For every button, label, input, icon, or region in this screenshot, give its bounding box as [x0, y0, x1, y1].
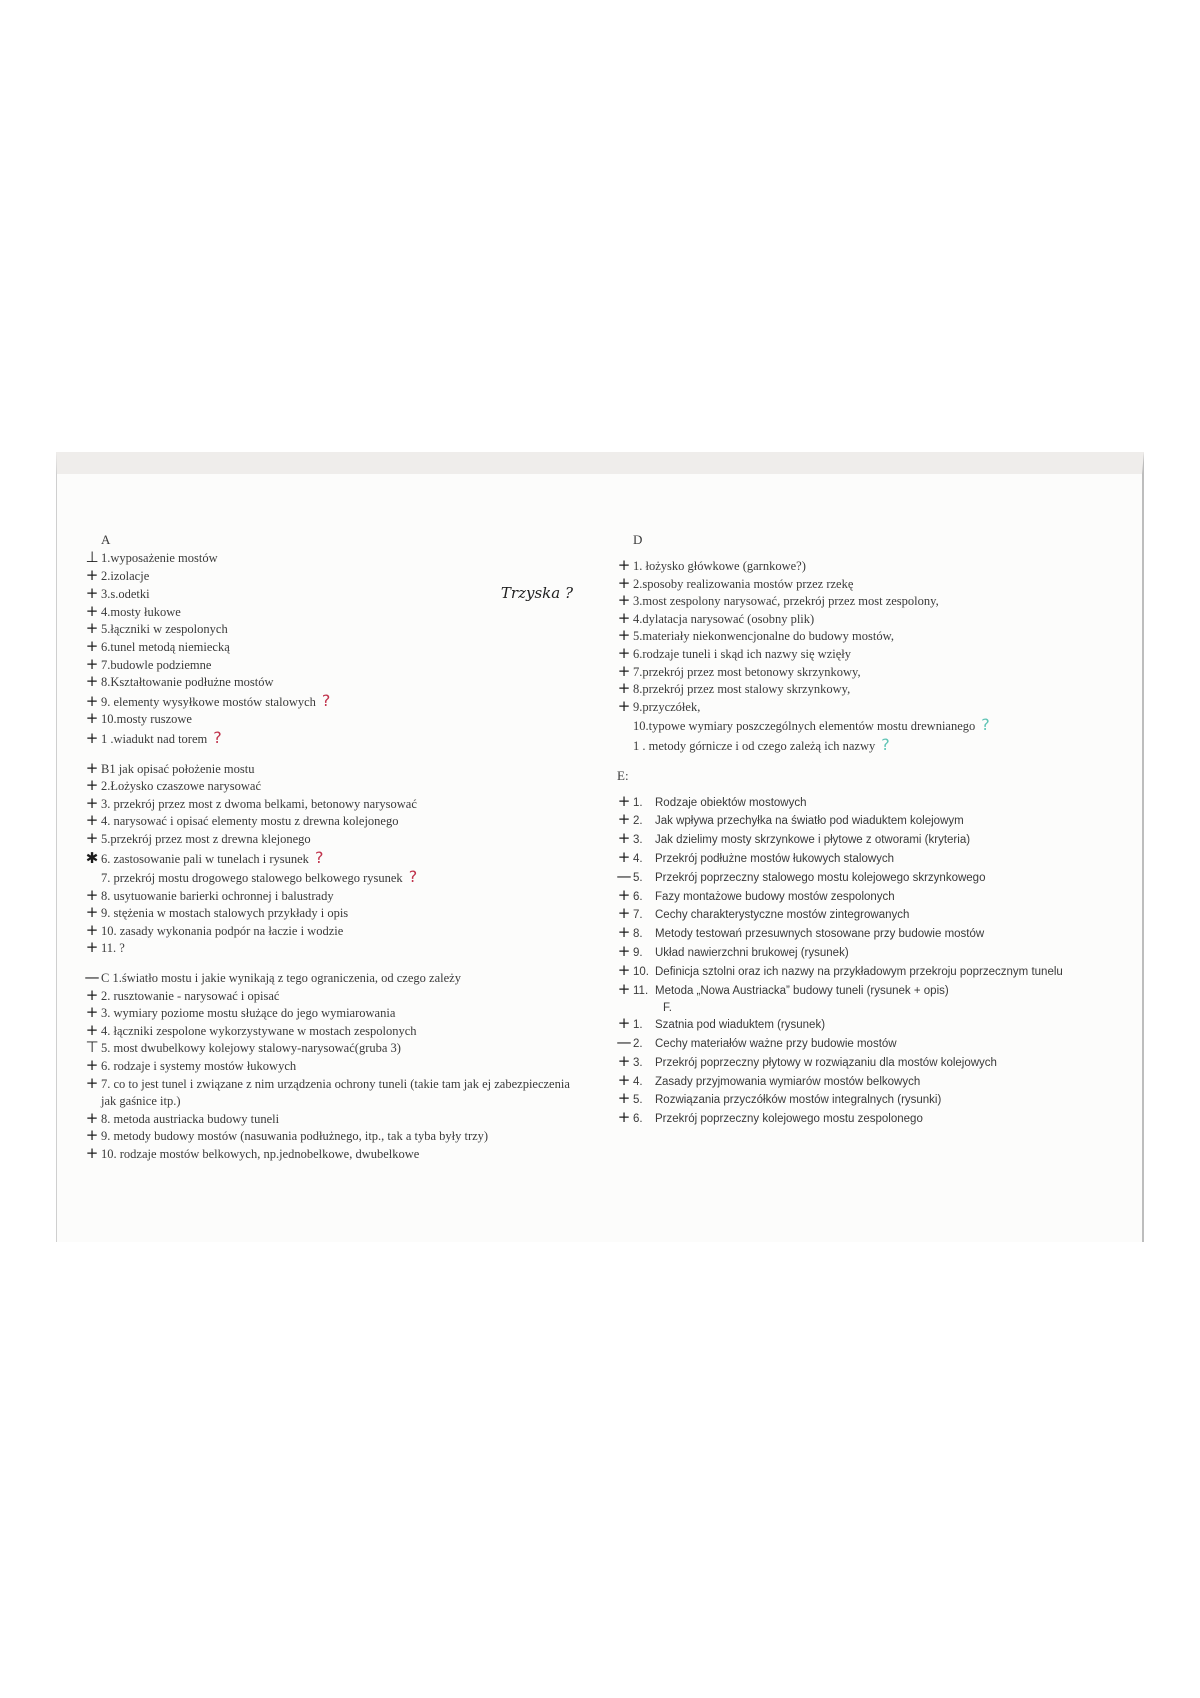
item-text: 10. zasady wykonania podpór na łaczie i wodzie — [101, 923, 344, 938]
item-number: 6. — [633, 1113, 643, 1126]
check-mark-icon: + — [617, 941, 631, 960]
check-mark-icon: + — [617, 885, 631, 904]
section-f-heading: F. — [663, 1002, 672, 1015]
list-item — [83, 729, 573, 749]
item-text: 5.przekrój przez most z drewna klejonego — [101, 831, 311, 846]
item-text: 9. elementy wysyłkowe mostów stalowych ? — [101, 690, 331, 710]
item-number: 3. — [633, 1056, 643, 1069]
check-mark-icon: + — [617, 626, 631, 645]
check-mark-icon: + — [85, 584, 99, 603]
item-text: 3. wymiary poziome mostu służące do jego wymiarowania — [101, 1006, 396, 1021]
item-text: 4. narysować i opisać elementy mostu z drewna kolejonego — [101, 814, 399, 829]
item-number: 5. — [633, 1094, 643, 1107]
item-text: 6. rodzaje i systemy mostów łukowych — [101, 1059, 297, 1074]
check-mark-icon: + — [617, 1108, 631, 1127]
list-item — [615, 661, 1115, 682]
item-text: 1.wyposażenie mostów — [101, 551, 218, 565]
list-item — [615, 628, 1115, 646]
list-item — [615, 736, 1115, 756]
list-item — [83, 905, 573, 923]
question-mark-annotation: ? — [314, 847, 324, 867]
item-text: 5.łączniki w zespolonych — [101, 622, 228, 637]
check-mark-icon: + — [85, 1056, 99, 1075]
check-mark-icon: + — [85, 565, 99, 584]
item-text: Zasady przyjmowania wymiarów mostów belkowych — [655, 1075, 921, 1088]
item-text: Jak dzielimy mosty skrzynkowe i płytowe z otworami (kryteria) — [655, 834, 971, 847]
right-column — [615, 532, 1115, 1129]
list-item — [83, 1040, 573, 1058]
item-text: 2.izolacje — [101, 568, 150, 583]
check-mark-icon: + — [85, 636, 99, 655]
item-text: Fazy montażowe budowy mostów zespolonych — [655, 890, 895, 903]
item-number: 9. — [633, 946, 643, 959]
item-text: 2. rusztowanie - narysować i opisać — [101, 988, 280, 1003]
list-item — [83, 868, 573, 888]
item-text: 7.przekrój przez most betonowy skrzynkowy, — [633, 664, 861, 679]
item-text: 7. co to jest tunel i związane z nim urządzenia ochrony tuneli (takie tam jak ej zabezpieczenia jak gaśnice itp.) — [101, 1076, 570, 1109]
item-number: 7. — [633, 909, 643, 922]
check-mark-icon: + — [85, 903, 99, 922]
check-mark-icon: ✱ — [85, 848, 99, 867]
list-item — [83, 550, 573, 568]
item-text: 8. metoda austriacka budowy tuneli — [101, 1111, 280, 1126]
check-mark-icon: + — [617, 1014, 631, 1033]
list-item — [83, 565, 573, 586]
check-mark-icon: + — [85, 811, 99, 830]
check-mark-icon: + — [85, 691, 99, 710]
list-item — [615, 1070, 1115, 1092]
item-text: 5. most dwubelkowy kolejowy stalowy-narysować(gruba 3) — [101, 1041, 401, 1056]
list-item — [615, 906, 1115, 925]
item-text: Przekrój poprzeczny kolejowego mostu zespolonego — [655, 1113, 923, 1126]
item-text: 8. usytuowanie barierki ochronnej i balustrady — [101, 888, 334, 903]
item-text: 2.sposoby realizowania mostów przez rzekę — [633, 576, 854, 591]
list-item — [83, 985, 573, 1006]
check-mark-icon: + — [85, 758, 99, 777]
list-item — [615, 1035, 1115, 1054]
item-text: 9. metody budowy mostów (nasuwania podłużnego, itp., tak a tyba były trzy) — [101, 1129, 489, 1144]
question-mark-annotation: ? — [321, 690, 331, 710]
list-item — [615, 593, 1115, 611]
list-item — [615, 925, 1115, 944]
item-text: Rodzaje obiektów mostowych — [655, 796, 807, 809]
list-item — [83, 813, 573, 831]
item-text: Szatnia pod wiaduktem (rysunek) — [655, 1019, 826, 1032]
list-item — [83, 1146, 573, 1164]
list-item — [615, 885, 1115, 907]
check-mark-icon: + — [85, 601, 99, 620]
question-mark-annotation: ? — [981, 715, 990, 735]
item-text: 3. przekrój przez most z dwoma belkami, betonowy narysować — [101, 796, 417, 811]
list-item — [83, 778, 573, 796]
list-item — [615, 573, 1115, 594]
list-item — [83, 1005, 573, 1023]
check-mark-icon: — — [616, 1033, 632, 1052]
check-mark-icon: + — [617, 679, 631, 698]
list-item — [615, 696, 1115, 717]
check-mark-icon: + — [85, 672, 99, 691]
question-mark-annotation: ? — [213, 727, 222, 747]
item-text: 10.mosty ruszowe — [101, 712, 192, 727]
item-text: 9.przyczółek, — [633, 699, 701, 714]
check-mark-icon: + — [617, 1070, 631, 1089]
check-mark-icon: + — [85, 885, 99, 904]
list-item — [615, 1110, 1115, 1129]
item-text: Przekrój poprzeczny stalowego mostu kolejowego skrzynkowego — [655, 871, 986, 884]
item-number: 8. — [633, 928, 643, 941]
section-a-heading: A — [101, 532, 111, 547]
list-item — [615, 1016, 1115, 1035]
list-item — [615, 847, 1115, 869]
check-mark-icon: + — [617, 556, 631, 574]
check-mark-icon: + — [85, 728, 99, 747]
check-mark-icon: ⊤ — [85, 1038, 99, 1057]
section-b-list — [83, 758, 573, 959]
item-text: Definicja sztolni oraz ich nazwy na przykładowym przekroju poprzecznym tunelu — [655, 965, 1063, 978]
check-mark-icon: + — [85, 1003, 99, 1022]
section-d-heading: D — [633, 532, 643, 547]
check-mark-icon: + — [85, 1126, 99, 1145]
check-mark-icon: + — [85, 654, 99, 673]
check-mark-icon: + — [85, 920, 99, 939]
list-item — [83, 1128, 573, 1146]
section-e-list — [615, 791, 1115, 1001]
check-mark-icon: + — [617, 960, 631, 979]
check-mark-icon: ⊥ — [85, 548, 99, 566]
item-text: 4.dylatacja narysować (osobny plik) — [633, 611, 815, 626]
list-item — [83, 1073, 573, 1111]
item-number: 4. — [633, 1075, 643, 1088]
item-number: 3. — [633, 834, 643, 847]
item-number: 6. — [633, 890, 643, 903]
scanned-sheet — [56, 452, 1144, 1242]
item-text: Metoda „Nowa Austriacka” budowy tuneli (rysunek + opis) — [655, 984, 949, 997]
check-mark-icon: + — [617, 923, 631, 942]
item-number: 2. — [633, 815, 643, 828]
section-f-list — [615, 1016, 1115, 1129]
check-mark-icon: + — [617, 810, 631, 829]
item-text: 6.tunel metodą niemiecką — [101, 639, 230, 654]
list-item — [83, 1058, 573, 1076]
list-item — [83, 828, 573, 849]
item-text: 11. ? — [101, 941, 125, 956]
section-a-list — [83, 550, 573, 749]
list-item — [615, 979, 1115, 1001]
item-text: Cechy charakterystyczne mostów zintegrowanych — [655, 909, 910, 922]
check-mark-icon: + — [617, 608, 631, 627]
item-number: 11. — [633, 984, 649, 997]
list-item — [615, 716, 1115, 736]
item-number: 1. — [633, 1019, 643, 1032]
check-mark-icon: + — [617, 791, 631, 810]
list-item — [615, 831, 1115, 850]
question-mark-annotation: ? — [408, 867, 418, 887]
item-text: 10. rodzaje mostów belkowych, np.jednobelkowe, dwubelkowe — [101, 1147, 420, 1161]
check-mark-icon: + — [85, 776, 99, 795]
list-item — [83, 940, 573, 958]
item-number: 2. — [633, 1038, 643, 1051]
list-item — [83, 885, 573, 906]
item-text: 1 . metody górnicze i od czego zależą ich nazwy ? — [633, 734, 890, 754]
section-d-list — [615, 558, 1115, 756]
item-text: 7. przekrój mostu drogowego stalowego belkowego rysunek ? — [101, 867, 418, 887]
question-mark-annotation: ? — [881, 734, 890, 754]
item-text: 7.budowle podziemne — [101, 657, 212, 672]
check-mark-icon: + — [85, 1073, 99, 1092]
check-mark-icon: + — [85, 985, 99, 1004]
list-item — [83, 1108, 573, 1129]
check-mark-icon: — — [616, 866, 632, 885]
item-text: 9. stężenia w mostach stalowych przykłady i opis — [101, 906, 349, 921]
item-text: 8.Kształtowanie podłużne mostów — [101, 675, 274, 690]
check-mark-icon: + — [617, 904, 631, 923]
list-item — [83, 636, 573, 657]
item-text: 3.s.odetki — [101, 587, 150, 602]
list-item — [615, 812, 1115, 831]
list-item — [615, 681, 1115, 699]
item-text: Jak wpływa przechyłka na światło pod wiaduktem kolejowym — [655, 815, 964, 828]
list-item — [83, 674, 573, 692]
item-text: 8.przekrój przez most stalowy skrzynkowy, — [633, 682, 851, 697]
list-item — [83, 970, 573, 988]
section-c-list — [83, 970, 573, 1164]
item-text: Cechy materiałów ważne przy budowie mostów — [655, 1038, 897, 1051]
check-mark-icon: + — [85, 1108, 99, 1127]
check-mark-icon: + — [85, 709, 99, 728]
item-text: B1 jak opisać położenie mostu — [101, 761, 255, 776]
handwritten-note: Trzyska ? — [500, 584, 573, 603]
list-item — [83, 920, 573, 941]
list-item — [615, 866, 1115, 888]
list-item — [615, 608, 1115, 629]
list-item — [83, 711, 573, 729]
check-mark-icon: + — [85, 1020, 99, 1039]
item-text: C 1.światło mostu i jakie wynikają z tego ograniczenia, od czego zależy — [101, 971, 461, 986]
check-mark-icon: + — [617, 661, 631, 680]
item-text: 2.Łożysko czaszowe narysować — [101, 779, 262, 794]
check-mark-icon: + — [85, 1144, 99, 1162]
item-number: 1. — [633, 796, 643, 809]
item-text: Rozwiązania przyczółków mostów integralnych (rysunki) — [655, 1094, 942, 1107]
list-item — [83, 585, 573, 604]
item-text: 5.materiały niekonwencjonalne do budowy mostów, — [633, 629, 894, 644]
item-text: 3.most zespolony narysować, przekrój przez most zespolony, — [633, 594, 939, 609]
item-text: 1. łożysko główkowe (garnkowe?) — [633, 559, 806, 573]
list-item — [83, 1020, 573, 1041]
list-item — [83, 654, 573, 675]
check-mark-icon: + — [85, 828, 99, 847]
item-number: 10. — [633, 965, 649, 978]
list-item — [83, 793, 573, 814]
check-mark-icon: + — [85, 938, 99, 957]
item-text: Przekrój podłużne mostów łukowych stalowych — [655, 852, 895, 865]
item-text: 4.mosty łukowe — [101, 604, 181, 619]
check-mark-icon: + — [617, 591, 631, 610]
check-mark-icon: + — [617, 979, 631, 998]
list-item — [83, 758, 573, 779]
list-item — [615, 1091, 1115, 1110]
item-number: 5. — [633, 871, 643, 884]
list-item — [615, 1051, 1115, 1073]
list-item — [83, 849, 573, 869]
check-mark-icon: + — [617, 573, 631, 592]
item-text: 1 .wiadukt nad torem ? — [101, 727, 222, 747]
list-item — [83, 692, 573, 712]
list-item — [615, 960, 1115, 982]
check-mark-icon: + — [617, 1089, 631, 1108]
item-text: Metody testowań przesuwnych stosowane przy budowie mostów — [655, 928, 985, 941]
check-mark-icon: + — [617, 829, 631, 848]
check-mark-icon: + — [617, 1051, 631, 1070]
list-item — [83, 621, 573, 639]
section-e-heading: E: — [617, 767, 629, 783]
list-item — [615, 791, 1115, 813]
item-number: 4. — [633, 852, 643, 865]
check-mark-icon: — — [84, 968, 100, 987]
left-column — [83, 532, 573, 1164]
item-text: 4. łączniki zespolone wykorzystywane w mostach zespolonych — [101, 1023, 417, 1038]
item-text: 10.typowe wymiary poszczególnych elementów mostu drewnianego ? — [633, 715, 990, 735]
check-mark-icon: + — [617, 847, 631, 866]
item-text: 6. zastosowanie pali w tunelach i rysunek ? — [101, 847, 324, 867]
item-text: 6.rodzaje tuneli i skąd ich nazwy się wzięły — [633, 646, 851, 661]
item-text: Przekrój poprzeczny płytowy w rozwiązaniu dla mostów kolejowych — [655, 1056, 997, 1069]
list-item — [615, 643, 1115, 664]
list-item — [615, 558, 1115, 576]
list-item — [615, 941, 1115, 963]
check-mark-icon: + — [617, 643, 631, 662]
list-item — [83, 601, 573, 622]
item-text: Układ nawierzchni brukowej (rysunek) — [655, 946, 849, 959]
check-mark-icon: + — [85, 793, 99, 812]
check-mark-icon: + — [85, 619, 99, 638]
check-mark-icon: + — [617, 696, 631, 715]
